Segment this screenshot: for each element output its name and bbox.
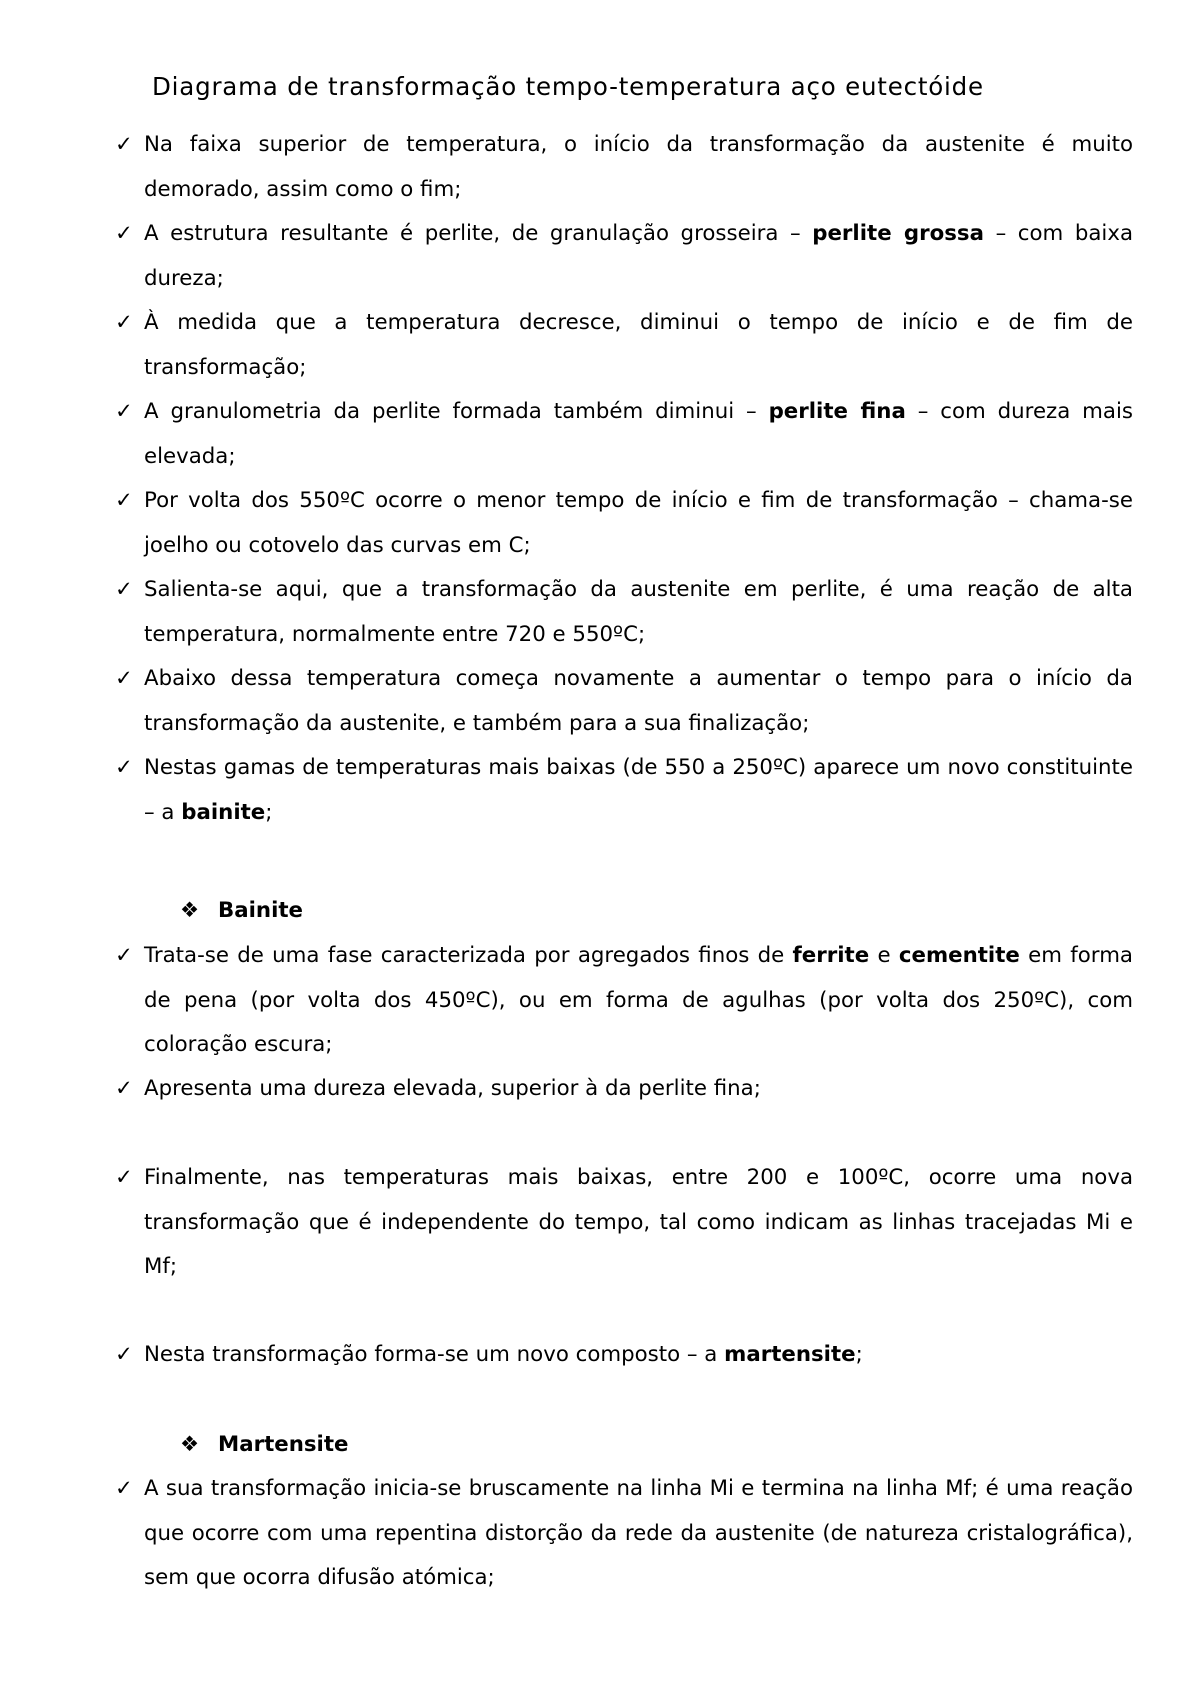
check-icon: ✓ (115, 1342, 133, 1367)
text-segment: Trata-se de uma fase caracterizada por agregados finos de (144, 943, 793, 968)
list-item-text (115, 1467, 1133, 1601)
diamond-bullet-icon: ❖ (180, 898, 200, 923)
list-item-text (115, 568, 1133, 657)
section-heading-text: Martensite (218, 1432, 349, 1457)
text-segment: À medida que a temperatura decresce, diminui o tempo de início e de fim de transformação; (144, 310, 1133, 380)
bold-term: perlite fina (768, 399, 906, 424)
text-segment: Nestas gamas de temperaturas mais baixas (de 550 a 250ºC) aparece um novo constituinte – a (144, 755, 1133, 825)
document-title: Diagrama de transformação tempo-temperatura aço eutectóide (152, 72, 984, 101)
text-segment: Abaixo dessa temperatura começa novamente a aumentar o tempo para o início da transformação da austenite, e também para a sua finalização; (144, 666, 1133, 736)
check-icon: ✓ (115, 132, 133, 157)
text-segment: Na faixa superior de temperatura, o início da transformação da austenite é muito demorado, assim como o fim; (144, 132, 1133, 202)
list-item-text (115, 212, 1133, 301)
text-segment: Salienta-se aqui, que a transformação da austenite em perlite, é uma reação de alta temperatura, normalmente entre 720 e 550ºC; (144, 577, 1133, 647)
list-item (115, 657, 1133, 746)
list-item (115, 746, 1133, 835)
list-item (115, 123, 1133, 212)
text-segment: ; (265, 799, 273, 825)
list-item (115, 1467, 1133, 1601)
text-segment: Por volta dos 550ºC ocorre o menor tempo de início e fim de transformação – chama-se joelho ou cotovelo das curvas em C; (144, 488, 1133, 558)
list-item-text (115, 746, 1133, 835)
list-item (115, 1067, 1133, 1112)
list-item-text (115, 301, 1133, 390)
list-item (115, 212, 1133, 301)
text-segment: Apresenta uma dureza elevada, superior à da perlite fina; (144, 1076, 761, 1101)
text-segment: Finalmente, nas temperaturas mais baixas, entre 200 e 100ºC, ocorre uma nova transformação que é independente do tempo, tal como indicam as linhas tracejadas Mi e Mf; (144, 1165, 1133, 1279)
list-item-text (115, 479, 1133, 568)
diamond-bullet-icon: ❖ (180, 1432, 200, 1457)
section-heading-martensite (180, 1423, 348, 1468)
list-item (115, 1156, 1133, 1290)
section-heading-bainite (180, 889, 303, 934)
list-item (115, 301, 1133, 390)
list-item-text (115, 123, 1133, 212)
list-item-text (115, 390, 1133, 479)
list-item-text (115, 657, 1133, 746)
text-segment: Nesta transformação forma-se um novo composto – a (144, 1342, 725, 1367)
text-segment: em forma de pena (por volta dos 450ºC), ou em forma de agulhas (por volta dos 250ºC), com coloração escura; (144, 943, 1133, 1057)
check-icon: ✓ (115, 488, 133, 513)
check-icon: ✓ (115, 1476, 133, 1501)
list-item-text (115, 1067, 1133, 1112)
text-segment: ; (855, 1342, 863, 1367)
check-icon: ✓ (115, 399, 133, 424)
list-item (115, 390, 1133, 479)
text-segment: – com baixa dureza; (144, 221, 1133, 291)
check-icon: ✓ (115, 310, 133, 335)
check-icon: ✓ (115, 577, 133, 602)
section-heading-text: Bainite (218, 898, 303, 923)
bold-term: martensite (724, 1342, 856, 1367)
text-segment: – com dureza mais elevada; (144, 399, 1133, 469)
text-segment: e (869, 943, 899, 968)
list-item (115, 479, 1133, 568)
check-icon: ✓ (115, 221, 133, 246)
list-item (115, 1333, 1133, 1378)
check-icon: ✓ (115, 1165, 133, 1190)
list-item-text (115, 1156, 1133, 1290)
check-icon: ✓ (115, 1076, 133, 1101)
text-segment: A granulometria da perlite formada também diminui – (144, 399, 769, 424)
bold-term: bainite (181, 799, 266, 825)
check-icon: ✓ (115, 943, 133, 968)
bold-term: perlite grossa (812, 221, 984, 246)
list-item-text (115, 934, 1133, 1068)
list-item-text (115, 1333, 1133, 1378)
check-icon: ✓ (115, 666, 133, 691)
bold-term: cementite (898, 943, 1020, 968)
check-icon: ✓ (115, 755, 133, 780)
bold-term: ferrite (792, 943, 870, 968)
list-item (115, 568, 1133, 657)
text-segment: A sua transformação inicia-se bruscamente na linha Mi e termina na linha Mf; é uma reação que ocorre com uma repentina distorção da rede da austenite (de natureza cristalográfica), sem que ocorra difusão atómica; (144, 1476, 1133, 1590)
list-item (115, 934, 1133, 1068)
text-segment: A estrutura resultante é perlite, de granulação grosseira – (144, 221, 813, 246)
